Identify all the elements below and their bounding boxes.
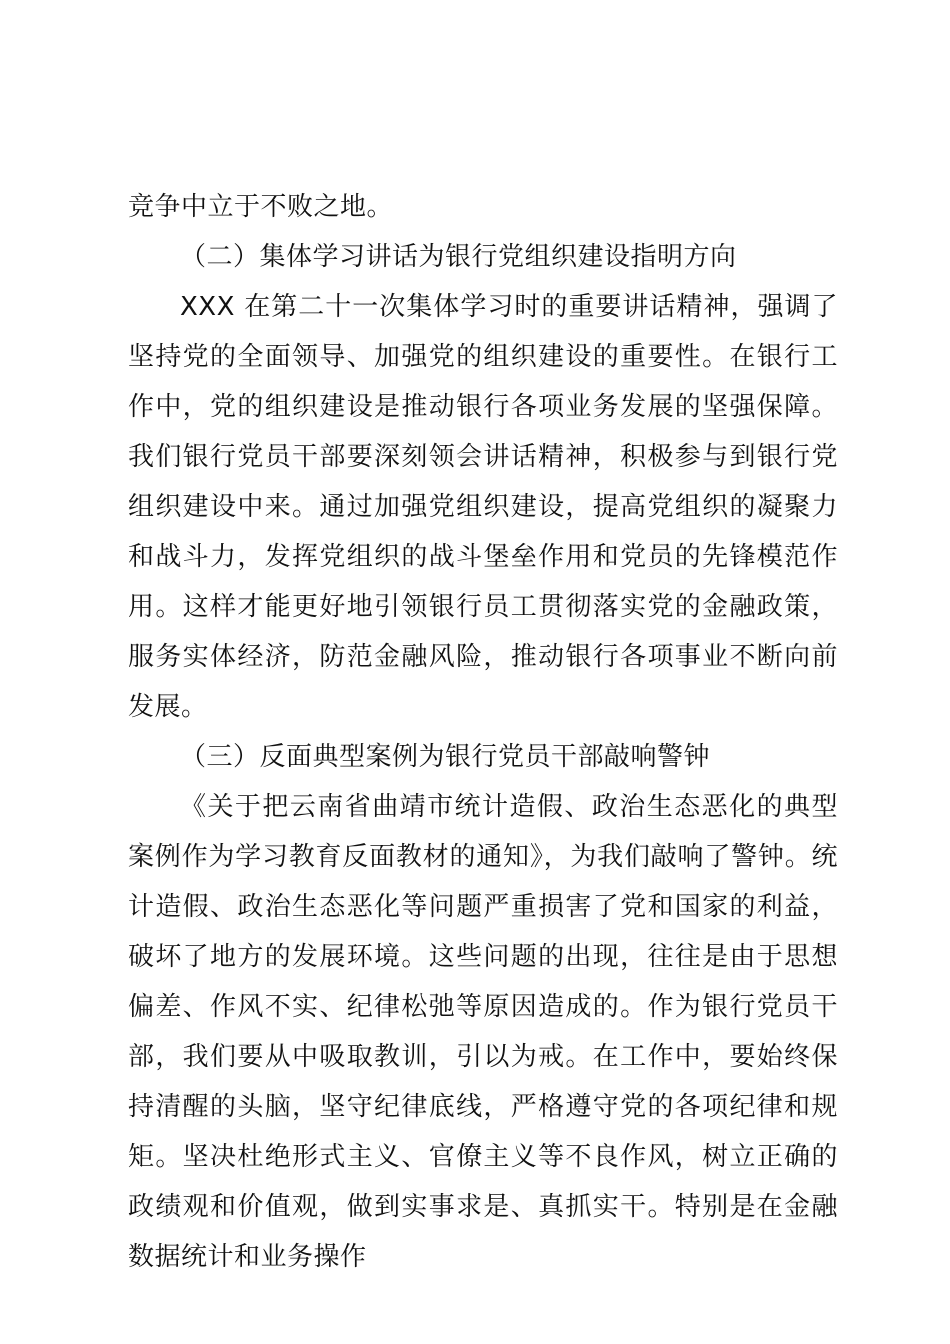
section-heading-3: （三）反面典型案例为银行党员干部敲响警钟	[180, 742, 711, 772]
document-body	[128, 182, 838, 1282]
section-heading-2: （二）集体学习讲话为银行党组织建设指明方向	[180, 242, 737, 272]
paragraph-continuation: 竞争中立于不败之地。	[128, 192, 394, 222]
paragraph-section-3: 《关于把云南省曲靖市统计造假、政治生态恶化的典型案例作为学习教育反面教材的通知》，为我们敲响了警钟。统计造假、政治生态恶化等问题严重损害了党和国家的利益，破坏了地方的发展环境。这些问题的出现，往往是由于思想偏差、作风不实、纪律松弛等原因造成的。作为银行党员干部，我们要从中吸取教训，引以为戒。在工作中，要始终保持清醒的头脑，坚守纪律底线，严格遵守党的各项纪律和规矩。坚决杜绝形式主义、官僚主义等不良作风，树立正确的政绩观和价值观，做到实事求是、真抓实干。特别是在金融数据统计和业务操作	[128, 792, 838, 1272]
paragraph-section-2: XXX 在第二十一次集体学习时的重要讲话精神，强调了坚持党的全面领导、加强党的组织建设的重要性。在银行工作中，党的组织建设是推动银行各项业务发展的坚强保障。我们银行党员干部要深刻领会讲话精神，积极参与到银行党组织建设中来。通过加强党组织建设，提高党组织的凝聚力和战斗力，发挥党组织的战斗堡垒作用和党员的先锋模范作用。这样才能更好地引领银行员工贯彻落实党的金融政策，服务实体经济，防范金融风险，推动银行各项事业不断向前发展。	[128, 292, 838, 722]
